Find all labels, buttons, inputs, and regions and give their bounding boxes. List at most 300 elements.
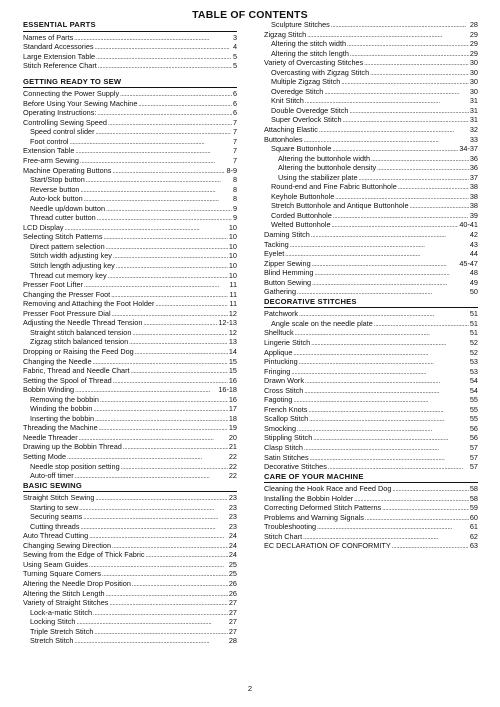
toc-entry[interactable] [23,127,237,137]
toc-entry-title: Cleaning the Hook Race and Feed Dog [264,484,392,494]
toc-entry-page: 50 [469,287,478,297]
toc-entry-page: 52 [469,338,478,347]
toc-entry-page: 25 [228,569,237,579]
toc-entry-page: 8 [232,184,237,194]
toc-entry-title: Fringing [264,366,291,376]
toc-entry-title: Stitch Reference Chart [23,61,97,71]
toc-entry[interactable] [264,201,478,211]
toc-entry[interactable] [264,163,478,173]
dot-leader [108,118,232,128]
toc-entry[interactable] [264,20,478,30]
toc-entry[interactable] [23,108,237,118]
toc-entry-title: Altering the stitch length [271,48,349,58]
toc-entry[interactable] [23,423,237,433]
toc-entry[interactable] [264,424,478,434]
toc-entry-page: 27 [228,598,237,608]
toc-entry[interactable] [23,531,237,541]
toc-entry[interactable] [23,99,237,109]
toc-entry[interactable] [23,503,237,513]
toc-entry-page: 51 [469,328,478,338]
toc-entry[interactable] [23,156,237,166]
toc-entry-title: Using Seam Guides [23,559,88,569]
toc-entry-page: 57 [469,452,478,462]
toc-entry[interactable] [23,579,237,589]
toc-entry-title: Stippling Stitch [264,433,313,443]
toc-entry[interactable] [23,251,237,261]
toc-entry-page: 43 [469,239,478,249]
toc-entry[interactable] [23,376,237,386]
toc-entry[interactable] [23,617,237,627]
toc-entry-title: Correcting Deformed Stitch Patterns [264,503,382,513]
toc-entry[interactable] [23,318,237,328]
toc-entry-title: Changing the Presser Foot [23,289,111,299]
toc-entry[interactable] [23,61,237,71]
toc-entry-title: Cross Stitch [264,385,304,395]
dot-leader [297,424,469,434]
toc-entry-page: 48 [469,268,478,278]
toc-entry[interactable] [23,280,237,290]
toc-entry-title: Tacking [264,239,289,249]
toc-entry[interactable] [23,328,237,338]
toc-entry-title: Start/Stop button [30,175,85,185]
dot-leader [93,608,228,618]
dot-leader [75,471,228,481]
toc-left-column [23,20,237,646]
toc-entry[interactable] [264,58,478,68]
toc-entry-page: 56 [469,423,478,433]
toc-entry[interactable] [23,309,237,319]
toc-entry-page: 21 [228,442,237,452]
toc-entry-title: Speed control slider [30,127,95,137]
toc-entry[interactable] [264,395,478,405]
toc-entry[interactable] [264,513,478,523]
toc-entry-page: 3 [232,32,237,42]
toc-entry-title: Multiple Zigzag Stitch [271,77,341,87]
toc-entry[interactable] [264,125,478,135]
toc-entry[interactable] [23,42,237,52]
toc-entry[interactable] [264,357,478,367]
toc-entry-page: 6 [232,108,237,118]
toc-entry[interactable] [23,271,237,281]
toc-entry-title: Stretch Buttonhole and Antique Buttonhole [271,201,409,211]
toc-entry-title: Altering the Stitch Length [23,588,105,598]
toc-entry[interactable] [264,522,478,532]
toc-entry-page: 42 [469,230,478,240]
toc-entry-title: Decorative Stitches [264,462,327,472]
toc-entry[interactable] [264,287,478,297]
toc-entry-page: 30 [469,77,478,87]
dot-leader [113,251,228,261]
toc-entry-page: 57 [469,462,478,472]
toc-entry-page: 14 [228,346,237,356]
toc-entry[interactable] [264,278,478,288]
toc-entry[interactable] [23,204,237,214]
toc-entry[interactable] [23,522,237,532]
toc-entry[interactable] [264,211,478,221]
toc-entry[interactable] [23,512,237,522]
toc-entry[interactable] [264,115,478,125]
toc-entry[interactable] [264,49,478,59]
dot-leader [331,20,469,30]
toc-entry-title: Overedge Stitch [271,86,324,96]
dot-leader [112,166,225,176]
toc-entry-title: Lingerie Stitch [264,338,311,347]
toc-entry[interactable] [23,550,237,560]
dot-leader [365,513,469,523]
toc-entry-title: Keyhole Buttonhole [271,191,335,201]
dot-leader [155,299,228,309]
dot-leader [328,462,469,472]
toc-entry-page: 23 [228,521,237,531]
toc-entry-page: 27 [228,617,237,627]
toc-entry[interactable] [23,185,237,195]
toc-entry-page: 61 [469,522,478,532]
toc-entry[interactable] [264,106,478,116]
toc-entry[interactable] [23,452,237,462]
toc-entry[interactable] [23,242,237,252]
toc-entry[interactable] [23,414,237,424]
toc-entry[interactable] [23,598,237,608]
dot-leader [313,433,469,443]
toc-entry[interactable] [23,627,237,637]
toc-entry-page: 51 [469,318,478,328]
toc-entry-title: Auto-off timer [30,471,74,481]
toc-entry[interactable] [23,223,237,233]
toc-entry-page: 32 [469,125,478,135]
toc-entry-page: 16-18 [218,385,237,395]
dot-leader [370,68,469,78]
toc-entry[interactable] [23,608,237,618]
toc-entry-page: 16 [228,394,237,404]
toc-entry-title: Clasp Stitch [264,443,303,453]
toc-entry[interactable] [23,385,237,395]
toc-entry[interactable] [264,96,478,106]
toc-entry-page: 12 [228,308,237,318]
toc-entry[interactable] [264,443,478,453]
toc-entry-title: Zigzag Stitch [264,29,307,39]
toc-entry-page: 10 [228,251,237,261]
toc-entry[interactable] [264,268,478,278]
toc-entry-page: 15 [228,356,237,366]
toc-entry[interactable] [264,77,478,87]
toc-entry-page: 31 [469,96,478,106]
page-title: TABLE OF CONTENTS [192,9,308,21]
toc-entry-title: Overcasting with Zigzag Stitch [271,67,370,77]
toc-entry-title: Securing seams [30,512,83,522]
toc-entry-title: Blind Hemming [264,268,314,278]
toc-entry[interactable] [23,194,237,204]
toc-entry-title: Pintucking [264,357,298,367]
dot-leader [84,280,228,290]
dot-leader [96,52,232,62]
toc-entry-title: Auto Thread Cutting [23,531,89,541]
toc-entry-page: 11 [229,299,237,309]
toc-entry[interactable] [23,89,237,99]
toc-entry-title: Presser Foot Lifter [23,280,84,290]
toc-entry[interactable] [23,347,237,357]
toc-entry[interactable] [264,338,478,348]
toc-entry[interactable] [264,494,478,504]
dot-leader [131,366,228,376]
toc-entry-title: Selecting Stitch Patterns [23,232,103,242]
toc-entry[interactable] [264,192,478,202]
toc-entry[interactable] [264,173,478,183]
toc-entry-page: 13 [228,337,237,347]
dot-leader [319,125,469,135]
toc-entry[interactable] [264,87,478,97]
toc-entry-page: 55 [469,395,478,405]
toc-entry-page: 58 [469,493,478,503]
toc-entry-page: 7 [232,156,237,166]
toc-entry[interactable] [264,541,478,551]
toc-entry-page: 6 [232,98,237,108]
dot-leader [96,127,232,137]
toc-entry-page: 7 [232,127,237,137]
toc-entry-title: Buttonholes [264,134,303,144]
toc-entry[interactable] [23,118,237,128]
dot-leader [317,522,469,532]
toc-entry[interactable] [23,636,237,646]
dot-leader [359,173,469,183]
toc-entry[interactable] [23,442,237,452]
toc-entry[interactable] [264,376,478,386]
dot-leader [74,33,232,43]
dot-leader [106,242,228,252]
toc-entry[interactable] [264,30,478,40]
toc-entry-page: 31 [469,105,478,115]
toc-entry[interactable] [23,569,237,579]
dot-leader [347,39,469,49]
toc-entry-title: Lock-a-matic Stitch [30,607,93,617]
toc-entry[interactable] [264,259,478,269]
dot-leader [382,503,469,513]
dot-leader [99,423,228,433]
toc-entry-page: 6 [232,89,237,99]
dot-leader [75,385,217,395]
dot-leader [116,261,228,271]
toc-entry[interactable] [264,462,478,472]
toc-entry[interactable] [264,39,478,49]
toc-entry-page: 7 [232,136,237,146]
dot-leader [333,211,469,221]
toc-entry-title: Installing the Bobbin Holder [264,493,354,503]
toc-entry[interactable] [264,182,478,192]
dot-leader [113,376,228,386]
toc-entry-title: Zipper Sewing [264,258,311,268]
toc-entry-page: 59 [469,503,478,513]
toc-entry-title: Threading the Machine [23,423,98,433]
toc-entry[interactable] [264,249,478,259]
dot-leader [392,541,469,551]
toc-entry-title: Scallop Stitch [264,414,309,424]
toc-entry[interactable] [23,232,237,242]
dot-leader [81,185,232,195]
toc-entry-page: 7 [232,117,237,127]
toc-entry[interactable] [23,290,237,300]
toc-entry[interactable] [23,146,237,156]
toc-entry-title: Square Buttonhole [271,144,332,154]
dot-leader [341,77,469,87]
toc-entry[interactable] [23,395,237,405]
toc-entry[interactable] [264,240,478,250]
toc-entry[interactable] [264,414,478,424]
dot-leader [410,201,469,211]
toc-entry[interactable] [264,220,478,230]
toc-entry[interactable] [264,484,478,494]
toc-entry[interactable] [264,367,478,377]
toc-entry[interactable] [264,328,478,338]
toc-entry[interactable] [264,230,478,240]
toc-entry[interactable] [23,357,237,367]
toc-entry[interactable] [264,319,478,329]
toc-entry-title: Standard Accessories [23,42,94,52]
toc-entry[interactable] [23,299,237,309]
dot-leader [297,287,469,297]
toc-entry[interactable] [264,144,478,154]
toc-entry-page: 16 [228,375,237,385]
toc-entry[interactable] [264,433,478,443]
toc-entry-page: 10 [228,232,237,242]
toc-entry-page: 53 [469,366,478,376]
toc-entry-page: 19 [228,423,237,433]
toc-entry[interactable] [264,309,478,319]
dot-leader [332,220,459,230]
toc-entry-page: 9 [232,213,237,223]
toc-entry[interactable] [23,471,237,481]
toc-entry-title: Double Overedge Stitch [271,105,349,115]
toc-entry-page: 34-37 [459,144,478,154]
toc-entry-title: Machine Operating Buttons [23,165,112,175]
toc-entry[interactable] [264,154,478,164]
dot-leader [65,223,228,233]
toc-entry-title: Variety of Straight Stitches [23,598,109,608]
toc-entry-page: 49 [469,277,478,287]
toc-entry-page: 17 [228,404,237,414]
section-heading: CARE OF YOUR MACHINE [264,472,478,484]
dot-leader [293,348,468,358]
toc-entry[interactable] [23,560,237,570]
toc-entry-title: Adjusting the Needle Thread Tension [23,318,143,328]
toc-entry-title: Extension Table [23,146,75,156]
toc-entry-title: Zigzag stitch balanced tension [30,337,129,347]
toc-entry-title: Needle up/down button [30,203,106,213]
dot-leader [291,367,469,377]
dot-leader [98,61,232,71]
toc-entry-page: 24 [228,531,237,541]
dot-leader [285,249,469,259]
toc-entry-title: Straight stitch balanced tension [30,327,132,337]
dot-leader [299,309,469,319]
toc-entry-page: 20 [228,432,237,442]
toc-entry[interactable] [264,135,478,145]
toc-entry[interactable] [264,453,478,463]
toc-entry[interactable] [23,589,237,599]
dot-leader [374,319,469,329]
dot-leader [305,376,469,386]
dot-leader [354,494,469,504]
toc-entry[interactable] [23,433,237,443]
dot-leader [129,337,228,347]
toc-entry[interactable] [23,337,237,347]
toc-entry-title: Thread cut memory key [30,270,107,280]
toc-entry[interactable] [23,366,237,376]
dot-leader [75,146,232,156]
toc-entry[interactable] [264,68,478,78]
toc-entry[interactable] [23,175,237,185]
toc-entry-page: 24 [228,550,237,560]
dot-leader [111,290,228,300]
toc-entry-page: 29 [469,39,478,49]
dot-leader [109,598,227,608]
toc-entry[interactable] [23,166,237,176]
toc-entry-page: 8 [232,175,237,185]
toc-entry[interactable] [23,261,237,271]
toc-entry-title: EC DECLARATION OF CONFORMITY [264,541,391,551]
toc-entry[interactable] [23,493,237,503]
toc-entry-title: Altering the stitch width [271,39,347,49]
toc-entry-page: 8-9 [226,165,237,175]
toc-entry-title: Direct pattern selection [30,241,105,251]
dot-leader [86,175,232,185]
toc-entry[interactable] [23,137,237,147]
dot-leader [309,414,469,424]
toc-entry[interactable] [264,532,478,542]
toc-entry[interactable] [264,348,478,358]
toc-entry-title: Setting the Spool of Thread [23,375,112,385]
toc-entry[interactable] [23,213,237,223]
toc-entry[interactable] [23,33,237,43]
dot-leader [295,328,469,338]
toc-entry-page: 23 [228,493,237,503]
toc-entry-page: 53 [469,357,478,367]
dot-leader [95,493,227,503]
dot-leader [97,213,232,223]
toc-entry[interactable] [23,541,237,551]
dot-leader [135,347,228,357]
toc-entry[interactable] [23,52,237,62]
toc-entry-page: 30 [469,67,478,77]
toc-right-column [264,20,478,551]
dot-leader [80,156,232,166]
dot-leader [364,58,469,68]
toc-entry-title: Stitch width adjusting key [30,251,112,261]
dot-leader [312,259,459,269]
dot-leader [83,512,228,522]
dot-leader [104,232,228,242]
dot-leader [324,87,469,97]
toc-entry-page: 10 [228,270,237,280]
dot-leader [398,182,469,192]
dot-leader [350,49,469,59]
toc-entry-title: Setting Mode [23,451,66,461]
toc-entry-page: 28 [469,20,478,29]
toc-entry[interactable] [264,503,478,513]
toc-entry-page: 38 [469,201,478,211]
toc-entry[interactable] [23,404,237,414]
toc-entry[interactable] [264,386,478,396]
toc-entry[interactable] [264,405,478,415]
toc-entry-page: 10 [228,241,237,251]
toc-entry[interactable] [23,462,237,472]
toc-entry-page: 24 [228,540,237,550]
toc-entry-title: Patchwork [264,309,299,319]
toc-entry-title: Attaching Elastic [264,125,318,135]
toc-entry-page: 29 [469,29,478,39]
section-heading: DECORATIVE STITCHES [264,297,478,309]
dot-leader [138,99,232,109]
toc-entry-title: Fabric, Thread and Needle Chart [23,366,130,376]
toc-entry-page: 58 [469,484,478,494]
